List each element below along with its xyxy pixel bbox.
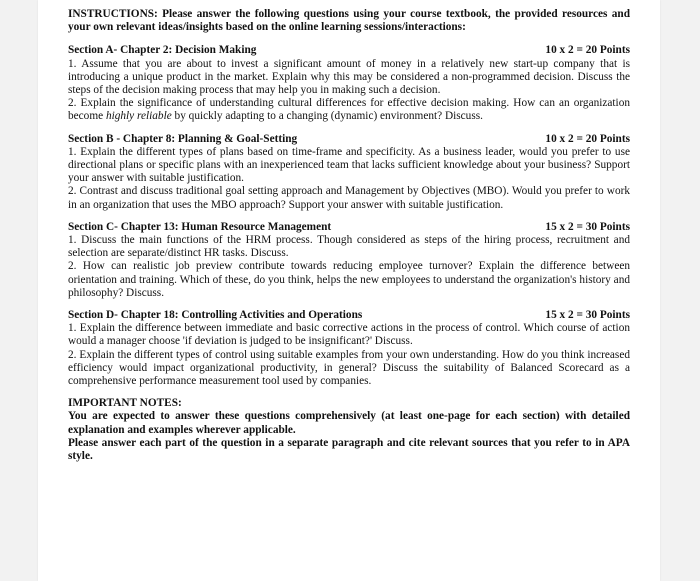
section-c-points: 15 x 2 = 30 Points (545, 220, 630, 233)
section-d (68, 309, 630, 388)
section-b (68, 133, 630, 212)
section-b-question-1: 1. Explain the different types of plans based on time-frame and specificity. As a business leader, would you prefer to use directional plans or specific plans with an inexperienced team that lacks sufficient knowledge about your business? Support your answer with suitable justification. (68, 145, 630, 185)
important-note-1: You are expected to answer these questions comprehensively (at least one-page for each section) with detailed explanation and examples wherever applicable. (68, 410, 630, 436)
section-d-header (68, 309, 630, 322)
section-b-title: Section B - Chapter 8: Planning & Goal-Setting (68, 132, 298, 145)
section-a-title: Section A- Chapter 2: Decision Making (68, 44, 257, 57)
section-c-title: Section C- Chapter 13: Human Resource Management (68, 220, 332, 233)
section-b-question-2: 2. Contrast and discuss traditional goal setting approach and Management by Objectives (MBO). Would you prefer to work in an organization that uses the MBO approach? Support your answer with suitable justification. (68, 185, 630, 211)
document-content (68, 8, 630, 463)
section-a-question-2-emphasis: highly reliable (105, 110, 172, 123)
section-a-question-2-end: by quickly adapting to a changing (dynamic) environment? Discuss. (171, 110, 483, 123)
important-note-2: Please answer each part of the question in a separate paragraph and cite relevant sources that you refer to in APA style. (68, 436, 630, 463)
section-c-header (68, 221, 630, 234)
section-a-question-2 (68, 97, 630, 123)
important-notes-heading: IMPORTANT NOTES: (68, 397, 182, 410)
section-a-points: 10 x 2 = 20 Points (545, 44, 630, 57)
section-a (68, 44, 630, 123)
document-page (38, 0, 660, 581)
section-d-question-1: 1. Explain the difference between immediate and basic corrective actions in the process of control. Which course of action would a manager choose 'if deviation is judged to be insignificant?' Discuss. (68, 322, 630, 348)
section-c-question-1: 1. Discuss the main functions of the HRM process. Though considered as steps of the hiring process, recruitment and selection are separate/distinct HR tasks. Discuss. (68, 234, 630, 260)
section-c (68, 221, 630, 300)
instructions-text: INSTRUCTIONS: Please answer the following questions using your course textbook, the provided resources and your own relevant ideas/insights based on the online learning sessions/interactions: (68, 8, 630, 34)
section-d-points: 15 x 2 = 30 Points (545, 309, 630, 322)
section-a-question-1: 1. Assume that you are about to invest a significant amount of money in a relatively new start-up company that is introducing a unique product in the market. Explain why this may be considered a non-programmed decision. Discuss the steps of the decision making process that may help you in making such a decision. (68, 57, 630, 97)
section-a-header (68, 44, 630, 57)
section-b-header (68, 133, 630, 146)
section-a-question-2-start: 2. Explain the significance of understanding cultural differences for effective decision making. How can an organization become (68, 97, 630, 123)
section-d-title: Section D- Chapter 18: Controlling Activities and Operations (68, 309, 363, 322)
section-d-question-2: 2. Explain the different types of control using suitable examples from your own understanding. How do you think increased efficiency would impact organizational productivity, in general? Discuss the suitability of Balanced Scorecard as a comprehensive performance measurement tool used by companies. (68, 348, 630, 388)
section-c-question-2: 2. How can realistic job preview contribute towards reducing employee turnover? Explain the difference between orientation and training. Which of these, do you think, helps the new employees to understand the organization's history and philosophy? Discuss. (68, 260, 630, 299)
important-notes (68, 397, 630, 463)
section-b-points: 10 x 2 = 20 Points (545, 132, 630, 145)
